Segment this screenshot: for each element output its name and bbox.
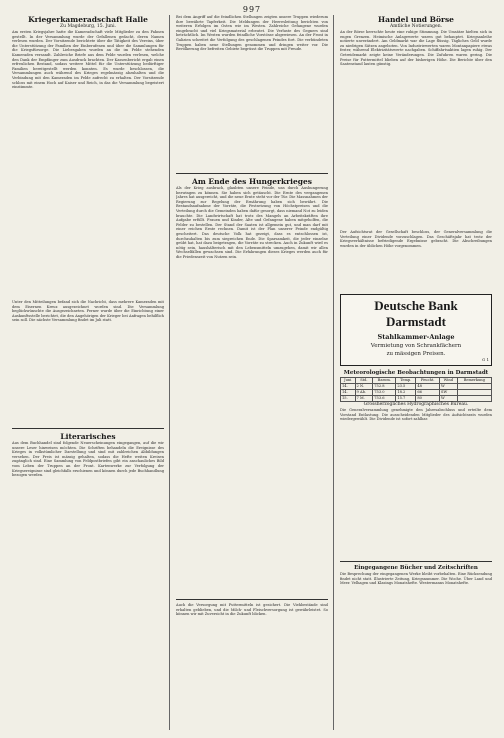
article-body: Als der Krieg ausbrach, glaubten unsere Feinde, uns durch Aushungerung bezwingen zu können. Sie haben sich getäuscht. Die Ernte des vergangenen Jahres hat ausgereicht, und die neue Ernte steht vor der Tür. Die Massnahmen der Regierung zur Regelung der Ernährung haben sich bewährt. Die Bestandsaufnahme der Vorräte, die Festsetzung von Höchstpreisen und die Verteilung durch die Gemeinden haben dafür gesorgt, dass niemand Not zu leiden brauchte. Die Landwirtschaft hat trotz des Mangels an Arbeitskräften ihre Aufgabe erfüllt. Frauen und Kinder, Alte und Gefangene haben mitgeholfen, die Felder zu bestellen. Der Stand der Saaten ist allgemein gut, und man darf mit einer reichen Ernte rechnen. Damit ist der Plan unserer Feinde endgültig gescheitert. Das deutsche Volk hat gezeigt, dass es entschlossen ist, durchzuhalten bis zum siegreichen Ende. Die Sparsamkeit, die jeder einzelne geübt hat, hat dazu beigetragen, die Vorräte zu strecken. Auch in Zukunft wird es nötig sein, haushälterisch mit den Lebensmitteln umzugehen, damit wir allen Wechselfällen gewachsen sind. Die Erfahrungen dieses Krieges werden auch für die Friedenszeit von Nutzen sein. — [176, 186, 328, 259]
table-header: Feucht. — [416, 378, 440, 384]
table-cell: 18.2 — [396, 390, 416, 396]
weather-title: Meteorologische Beobachtungen in Darmstadt — [343, 370, 489, 376]
ad-bank-name: Deutsche Bank Darmstadt — [374, 298, 458, 329]
table-cell: 15.7 — [396, 396, 416, 402]
table-cell: 753.6 — [373, 396, 396, 402]
ad-line: Stahlkammer-Anlage — [377, 333, 455, 341]
section-title: Handel und Börse — [378, 15, 454, 24]
table-cell: W — [440, 384, 458, 390]
article-body: Der Aufsichtsrat der Gesellschaft beschloss, der Generalversammlung die Verteilung einer Dividende vorzuschlagen. Das Geschäftsjahr hat trotz der Kriegsverhältnisse befriedigende Ergebnisse gebracht. Die Abschreibungen wurden in der üblichen Höhe vorgenommen. — [340, 230, 492, 248]
section-title: Literarisches — [60, 432, 116, 441]
article-body: Auch die Versorgung mit Futtermitteln ist gesichert. Die Viehbestände sind erhalten geblieben, und die Milch- und Fleischversorgung ist gewährleistet. So können wir mit Zuversicht in die Zukunft blicken. — [176, 603, 328, 617]
table-cell: W — [440, 396, 458, 402]
table-cell: 2 N. — [355, 384, 373, 390]
table-header: Barom. — [373, 378, 396, 384]
section-title: Eingegangene Bücher und Zeitschriften — [354, 565, 478, 571]
table-cell: 23.5 — [396, 384, 416, 390]
column-right — [340, 15, 492, 632]
article-title: Am Ende des Hungerkrieges — [192, 177, 312, 186]
divider — [176, 173, 328, 174]
table-cell: 752.8 — [373, 384, 396, 390]
weather-source: Grossherzogliches Hydrographisches Bureau. — [363, 402, 469, 407]
column-middle — [176, 15, 328, 723]
table-header: Wind — [440, 378, 458, 384]
table-cell: 15. — [341, 396, 356, 402]
article-body: Unter den Mitteilungen befand sich die Nachricht, dass mehrere Kameraden mit dem Eisernen Kreuz ausgezeichnet worden sind. Die Versammlung beglückwünschte die Ausgezeichneten. Ferner wurde über die Einrichtung einer Auskunftsstelle berichtet, die den Angehörigen der Krieger bei Anfragen behilflich sein soll. Die nächste Versammlung findet im Juli statt. — [12, 300, 164, 323]
column-left — [12, 15, 164, 731]
table-cell: SW — [440, 390, 458, 396]
table-row — [341, 396, 492, 402]
page-number: 997 — [242, 5, 262, 14]
table-cell — [457, 396, 491, 402]
column-rule — [333, 15, 334, 730]
table-cell: 7 M. — [355, 396, 373, 402]
ad-line: zu mässigen Preisen. — [386, 351, 446, 357]
section-body: Die Besprechung der eingegangenen Werke bleibt vorbehalten. Eine Rücksendung findet nicht statt. Illustrierte Zeitung, Kriegsnummer. Die Woche. Über Land und Meer. Velhagen und Klasings Monatshefte. Westermanns Monatshefte. — [340, 572, 492, 586]
bank-advertisement — [340, 294, 492, 366]
table-cell: 66 — [416, 390, 440, 396]
table-header: Bemerkung — [457, 378, 491, 384]
table-cell: 14. — [341, 390, 356, 396]
article-title: Kriegerkameradschaft Halle — [28, 15, 148, 24]
table-header: Juni — [341, 378, 356, 384]
divider — [340, 561, 492, 562]
table-cell: 753.0 — [373, 390, 396, 396]
ad-code: G 1 — [481, 357, 489, 362]
article-body: Am ersten Kriegsjahre hatte die Kameradschaft viele Mitglieder zu den Fahnen gestellt. In der Versammlung wurde der Gefallenen gedacht, deren Namen verlesen wurden. Der Vorsitzende berichtete über die Tätigkeit des Vereins, über die Unterstützung der Familien der Einberufenen und über die Sammlungen für die Kriegsfürsorge. Die Liebesgaben wurden an die im Felde stehenden Kameraden versandt. Zahlreiche Briefe aus dem Felde wurden verlesen, welche den Dank der Empfänger zum Ausdruck brachten. Der Kassenbericht ergab einen erfreulichen Bestand, sodass weitere Mittel für die Unterstützung bedürftiger Familien bereitgestellt werden konnten. Es wurde beschlossen, die Versammlungen auch während des Krieges regelmässig abzuhalten und die Verbindung mit den Kameraden im Felde aufrecht zu erhalten. Der Vorsitzende schloss mit einem Hoch auf Kaiser und Reich, in das die Versammlung begeistert einstimmte. — [12, 30, 164, 90]
weather-table — [340, 377, 492, 402]
article-body: An der Börse herrschte heute eine ruhige Stimmung. Die Umsätze hielten sich in engen Grenzen. Heimische Anlagewerte waren gut behauptet. Kriegsanleihe notierte unverändert. Am Geldmarkt war die Lage flüssig. Tägliches Geld wurde zu niedrigen Sätzen angeboten. Von Industriewerten waren Montanpapiere etwas fester, während Elektrizitätswerte nachgaben. Schiffahrtsaktien lagen ruhig. Der Getreidemarkt zeigte keine Veränderungen. Die Zufuhren waren gering. Die Preise für Futtermittel blieben auf der bisherigen Höhe. Die Berichte über den Saatenstand lauten günstig. — [340, 30, 492, 67]
article-body: Bei dem Angriff auf die feindlichen Stellungen zeigten unsere Truppen wiederum ihre bewährte Tapferkeit. Die Meldungen der Heeresleitung berichten von weiteren Erfolgen im Osten wie im Westen. Zahlreiche Gefangene wurden eingebracht und viel Kriegsmaterial erbeutet. Die Verluste des Gegners sind beträchtlich. Im Westen wurden feindliche Vorstösse abgewiesen. An der Front in Galizien schreitet die Verfolgung des geschlagenen Feindes fort. Die verbündeten Truppen haben neue Stellungen genommen und dringen weiter vor. Die Bevölkerung der befreiten Gebiete begrüsst die Truppen mit Freude. — [176, 15, 328, 52]
table-cell: 48 — [416, 384, 440, 390]
table-cell: 14. — [341, 384, 356, 390]
divider — [12, 428, 164, 429]
ad-line: Vermietung von Schrankfächern — [370, 343, 462, 349]
column-rule — [169, 15, 170, 730]
table-cell: 80 — [416, 396, 440, 402]
table-header: Temp. — [396, 378, 416, 384]
table-cell: 9 Ab. — [355, 390, 373, 396]
article-body: Die Generalversammlung genehmigte den Jahresabschluss und erteilte dem Vorstand Entlastung. Die ausscheidenden Mitglieder des Aufsichtsrats wurden wiedergewählt. Die Dividende ist sofort zahlbar. — [340, 408, 492, 422]
section-subtitle: Amtliche Notierungen. — [389, 24, 443, 29]
divider — [176, 599, 328, 600]
article-dateline: Zu Magdeburg, 15. Juni. — [60, 24, 116, 29]
section-body: Aus dem Buchhandel sind folgende Neuerscheinungen eingegangen, auf die wir unsere Leser hinweisen möchten. Die Schriften behandeln die Ereignisse des Krieges in volkstümlicher Darstellung und sind mit zahlreichen Abbildungen versehen. Der Preis ist mässig gehalten, sodass die Hefte weiten Kreisen zugänglich sind. Eine Sammlung von Feldpostbriefen gibt ein anschauliches Bild vom Leben der Truppen an der Front. Kartenwerke zur Verfolgung der Kriegsereignisse sind gleichfalls erschienen und können durch jede Buchhandlung bezogen werden. — [12, 441, 164, 478]
table-header: Std. — [355, 378, 373, 384]
